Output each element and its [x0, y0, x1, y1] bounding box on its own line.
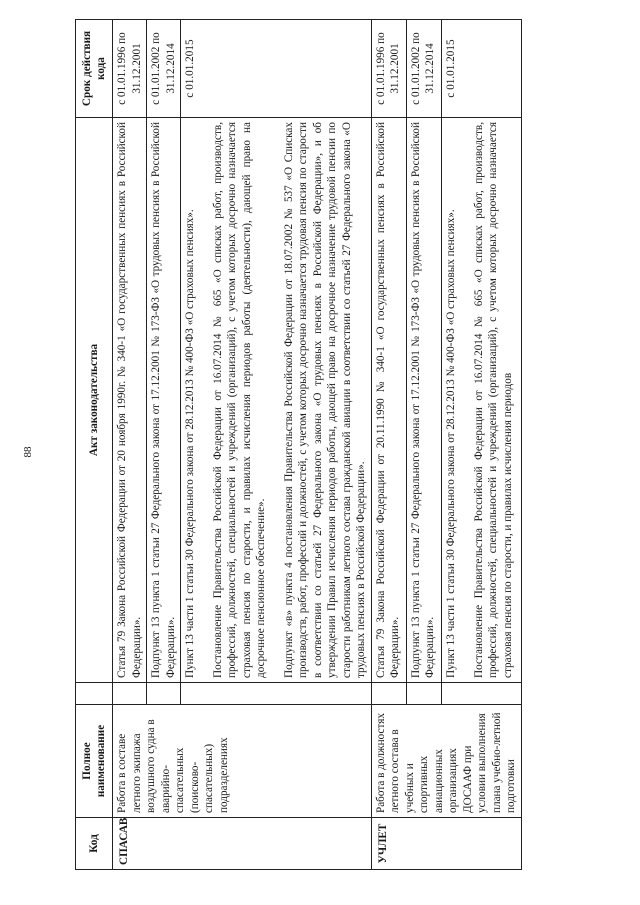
- legal-act-paragraph: Статья 79 Закона Российской Федерации от 20 ноября 1990г. № 340-1 «О государственных пенсиях в Российской Федерации».: [116, 122, 143, 678]
- cell-validity-term: с 01.01.1996 по 31.12.2001: [371, 20, 406, 118]
- cell-validity-term: с 01.01.1996 по 31.12.2001: [113, 20, 147, 118]
- rotated-document-page: [75, 20, 625, 870]
- cell-validity-term: с 01.01.2015: [442, 20, 521, 118]
- legal-act-paragraph: Пункт 13 части 1 статьи 30 Федерального закона от 28.12.2013 № 400-ФЗ «О страховых пенсиях».: [445, 209, 458, 678]
- legal-act-paragraph: Статья 79 Закона Российской Федерации от 20.11.1990 № 340-1 «О государственных пенсиях в Российской Федерации».: [374, 122, 401, 678]
- header-name: Полное наименование: [76, 705, 113, 818]
- header-code: Код: [76, 818, 113, 870]
- cell-spacer: [181, 683, 372, 705]
- header-act: Акт законодательства: [76, 118, 113, 683]
- cell-legal-act: [181, 118, 372, 683]
- pension-codes-table: [75, 19, 522, 870]
- cell-legal-act: [442, 118, 521, 683]
- cell-full-name: Работа в должностях летного состава в учебных и спортивных авиационных организациях ДОСААФ при условии выполнения плана учебно-летной подготовки: [371, 705, 521, 818]
- header-term: Срок действия кода: [76, 20, 113, 118]
- cell-code: СПАСАВ: [113, 818, 372, 870]
- cell-spacer: [371, 683, 406, 705]
- legal-act-paragraph: Подпункт 13 пункта 1 статьи 27 Федерального закона от 17.12.2001 № 173-ФЗ «О трудовых пенсиях в Российской Федерации».: [150, 122, 177, 678]
- cell-legal-act: [406, 118, 441, 683]
- table-body: [113, 20, 522, 870]
- cell-legal-act: [147, 118, 181, 683]
- cell-legal-act: [113, 118, 147, 683]
- legal-act-paragraph: Подпункт 13 пункта 1 статьи 27 Федерального закона от 17.12.2001 № 173-ФЗ «О трудовых пенсиях в Российской Федерации».: [409, 122, 437, 678]
- legal-act-paragraph: Постановление Правительства Российской Федерации от 16.07.2014 № 665 «О списках работ, производств, профессий, должностей, специальностей и учреждений (организаций), с учетом которых досрочно назначается страховая пенсия по старости, и правилах исчисления периодов: [472, 122, 514, 678]
- legal-act-paragraph: Постановление Правительства Российской Федерации от 16.07.2014 № 665 «О списках работ, производств, профессий, должностей, специальностей и учреждений (организаций), с учетом которых досрочно назначается страховая пенсия по старости, и правилах исчисления периодов работы (деятельности), дающей право на досрочное пенсионное обеспечение».: [211, 122, 267, 678]
- table-header-row: [76, 20, 113, 870]
- table-row: [371, 20, 406, 870]
- cell-spacer: [147, 683, 181, 705]
- header-spacer: [76, 683, 113, 705]
- cell-spacer: [406, 683, 441, 705]
- cell-code: УЧЛЕТ: [371, 818, 521, 870]
- page-number: 88: [22, 446, 34, 458]
- cell-validity-term: с 01.01.2002 по 31.12.2014: [406, 20, 441, 118]
- cell-validity-term: с 01.01.2015: [181, 20, 372, 118]
- cell-full-name: Работа в составе летного экипажа воздушного судна в аварийно-спасательных (поисково-спасательных) подразделениях: [113, 705, 372, 818]
- cell-legal-act: [371, 118, 406, 683]
- legal-act-paragraph: Подпункт «в» пункта 4 постановления Правительства Российской Федерации от 18.07.2002 № 537 «О Списках производств, работ, профессий и должностей, с учетом которых досрочно назначается трудовая пенсия по старости в соответствии со статьей 27 Федерального закона «О трудовых пенсиях в Российской Федерации», и об утверждении Правил исчисления периодов работы, дающей право на досрочное назначение трудовой пенсии по старости работникам летного состава гражданской авиации в соответствии со статьей 27 Федерального закона «О трудовых пенсиях в Российской Федерации».: [282, 122, 367, 678]
- cell-spacer: [442, 683, 521, 705]
- legal-act-paragraph: Пункт 13 части 1 статьи 30 Федерального закона от 28.12.2013 № 400-ФЗ «О страховых пенсиях».: [184, 209, 196, 678]
- cell-spacer: [113, 683, 147, 705]
- table-row: [113, 20, 147, 870]
- cell-validity-term: с 01.01.2002 по 31.12.2014: [147, 20, 181, 118]
